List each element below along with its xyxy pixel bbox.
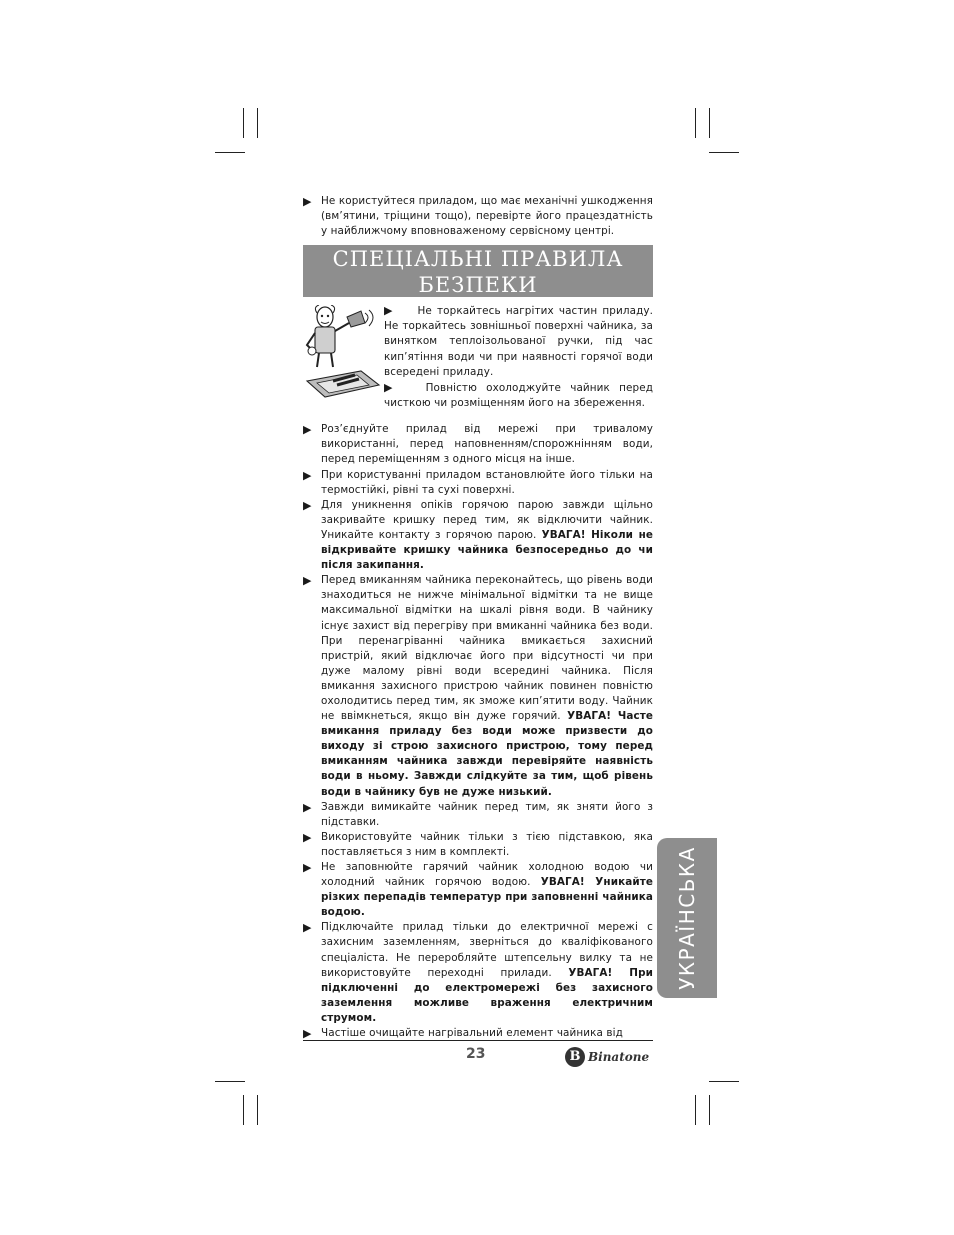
item-text: Не заповнюйте гарячий чайник холодною водою чи холодний чайник горячою водою. bbox=[321, 861, 653, 889]
list-item bbox=[303, 920, 653, 1026]
illustrated-text bbox=[384, 303, 653, 411]
item-text: Для уникнення опіків горячою парою завжди щільно закривайте кришку перед тим, як відключити чайник. Уникайте контакту з горячою парою. bbox=[321, 498, 653, 541]
item-text: Частіше очищайте нагрівальний елемент чайника від bbox=[321, 1027, 623, 1040]
item-warning: УВАГА! Часте вмикання приладу без води може призвести до виходу зі строю захисного пристрою, тому перед вмиканням чайника завжди перевіряйте наявність води в ньому. Завжди слідкуйте за тим, щоб рівень води в чайнику був не дуже низький. bbox=[321, 710, 653, 798]
crop-mark bbox=[243, 1095, 244, 1125]
crop-mark bbox=[243, 108, 244, 138]
item-text: Завжди вимикайте чайник перед тим, як зняти його з підставки. bbox=[321, 800, 653, 828]
item-text: Не користуйтеся приладом, що має механічні ушкодження (вм’ятини, тріщини тощо), перевірте його працездатність у найближчому вповноваженому сервісному центрі. bbox=[321, 195, 653, 238]
bullet-arrow-icon: ▶ bbox=[303, 830, 312, 844]
item-text: Підключайте прилад тільки до електричної мережі с захисним заземленням, зверніться до кваліфікованого спеціаліста. Не переробляйте штепсельну вилку та не використовуйте переходні прилади. bbox=[321, 921, 653, 979]
item-warning: УВАГА! Ніколи не відкривайте кришку чайника безпосередньо до чи після закипання. bbox=[321, 528, 654, 572]
list-item bbox=[303, 468, 653, 498]
footer-divider bbox=[303, 1040, 653, 1041]
crop-mark bbox=[257, 108, 258, 138]
brand-logo bbox=[565, 1046, 649, 1068]
crop-mark bbox=[709, 1081, 739, 1082]
list-item bbox=[303, 498, 653, 573]
crop-mark bbox=[257, 1095, 258, 1125]
item-text: При користуванні приладом встановлюйте його тільки на термостійкі, рівні та сухі поверхні. bbox=[321, 468, 653, 496]
list-item bbox=[303, 1026, 653, 1041]
list-item bbox=[303, 194, 653, 239]
bullet-arrow-icon: ▶ bbox=[303, 921, 312, 935]
item-warning: УВАГА! Уникайте різких перепадів температур при заповненні чайника водою. bbox=[321, 876, 653, 919]
section-heading bbox=[303, 245, 653, 297]
bullet-arrow-icon: ▶ bbox=[384, 380, 399, 394]
list-item bbox=[303, 573, 653, 799]
bullet-arrow-icon: ▶ bbox=[384, 304, 395, 318]
item-text: Перед вмиканням чайника переконайтесь, що рівень води знаходиться не нижче мінімальної відмітки та не вище максимальної відмітки на шкалі рівня води. В чайнику існує захист від перегріву при вмиканні чайника без води. При перенагріванні чайника вмикається захисний пристрій, який відключає його при відсутності чи при дуже малому рівні води всередині чайника. Після вмикання захисного пристрою чайник повинен повністю охолодитись перед тим, як зможе кип’ятити воду. Чайник не ввімкнеться, якщо він дуже горячий. bbox=[321, 574, 653, 723]
language-tab-label: УКРАЇНСЬКА bbox=[675, 846, 699, 990]
crop-mark bbox=[709, 152, 739, 153]
list-item bbox=[384, 380, 653, 411]
illustrated-block bbox=[303, 303, 653, 421]
crop-mark bbox=[709, 1095, 710, 1125]
logo-mark-icon: B bbox=[565, 1047, 585, 1067]
list-item bbox=[303, 422, 653, 467]
page-content bbox=[303, 194, 653, 1041]
item-text: Використовуйте чайник тільки з тією підставкою, яка поставляється з ним в комплекті. bbox=[321, 830, 653, 858]
crop-mark bbox=[695, 108, 696, 138]
person-illustration bbox=[303, 305, 383, 399]
list-item bbox=[303, 800, 653, 830]
item-warning: УВАГА! При підключенні до електромережі без захисного заземлення можливе враження електричним струмом. bbox=[321, 966, 654, 1024]
section-heading-line: БЕЗПЕКИ bbox=[418, 273, 538, 298]
bullet-arrow-icon: ▶ bbox=[303, 423, 312, 437]
crop-mark bbox=[709, 108, 710, 138]
bullet-arrow-icon: ▶ bbox=[303, 861, 312, 874]
list-item bbox=[303, 830, 653, 860]
crop-mark bbox=[695, 1095, 696, 1125]
item-text: Не торкайтесь нагрітих частин приладу. Не торкайтесь зовнішньої поверхні чайника, за винятком теплоізольованої ручки, під час кип’ятіння води чи при наявності горячої води всередені приладу. bbox=[384, 305, 654, 378]
crop-mark bbox=[215, 152, 245, 153]
bullet-arrow-icon: ▶ bbox=[303, 1027, 312, 1041]
logo-wordmark: Binatone bbox=[588, 1050, 650, 1064]
language-tab bbox=[657, 838, 717, 998]
bullet-arrow-icon: ▶ bbox=[303, 195, 312, 208]
bullet-arrow-icon: ▶ bbox=[303, 800, 312, 814]
item-text: Повністю охолоджуйте чайник перед чисткою чи розміщенням його на збереження. bbox=[384, 381, 653, 409]
crop-mark bbox=[215, 1081, 245, 1082]
list-item bbox=[384, 303, 653, 379]
list-item bbox=[303, 860, 653, 920]
bullet-arrow-icon: ▶ bbox=[303, 468, 312, 482]
bullet-arrow-icon: ▶ bbox=[303, 498, 312, 512]
page-number: 23 bbox=[466, 1046, 486, 1062]
section-heading-line: СПЕЦІАЛЬНІ ПРАВИЛА bbox=[332, 247, 624, 272]
bullet-arrow-icon: ▶ bbox=[303, 574, 312, 588]
item-text: Роз’єднуйте прилад від мережі при тривалому використанні, перед наповненням/спорожнінням води, перед переміщенням з одного місця на інше. bbox=[321, 423, 653, 466]
